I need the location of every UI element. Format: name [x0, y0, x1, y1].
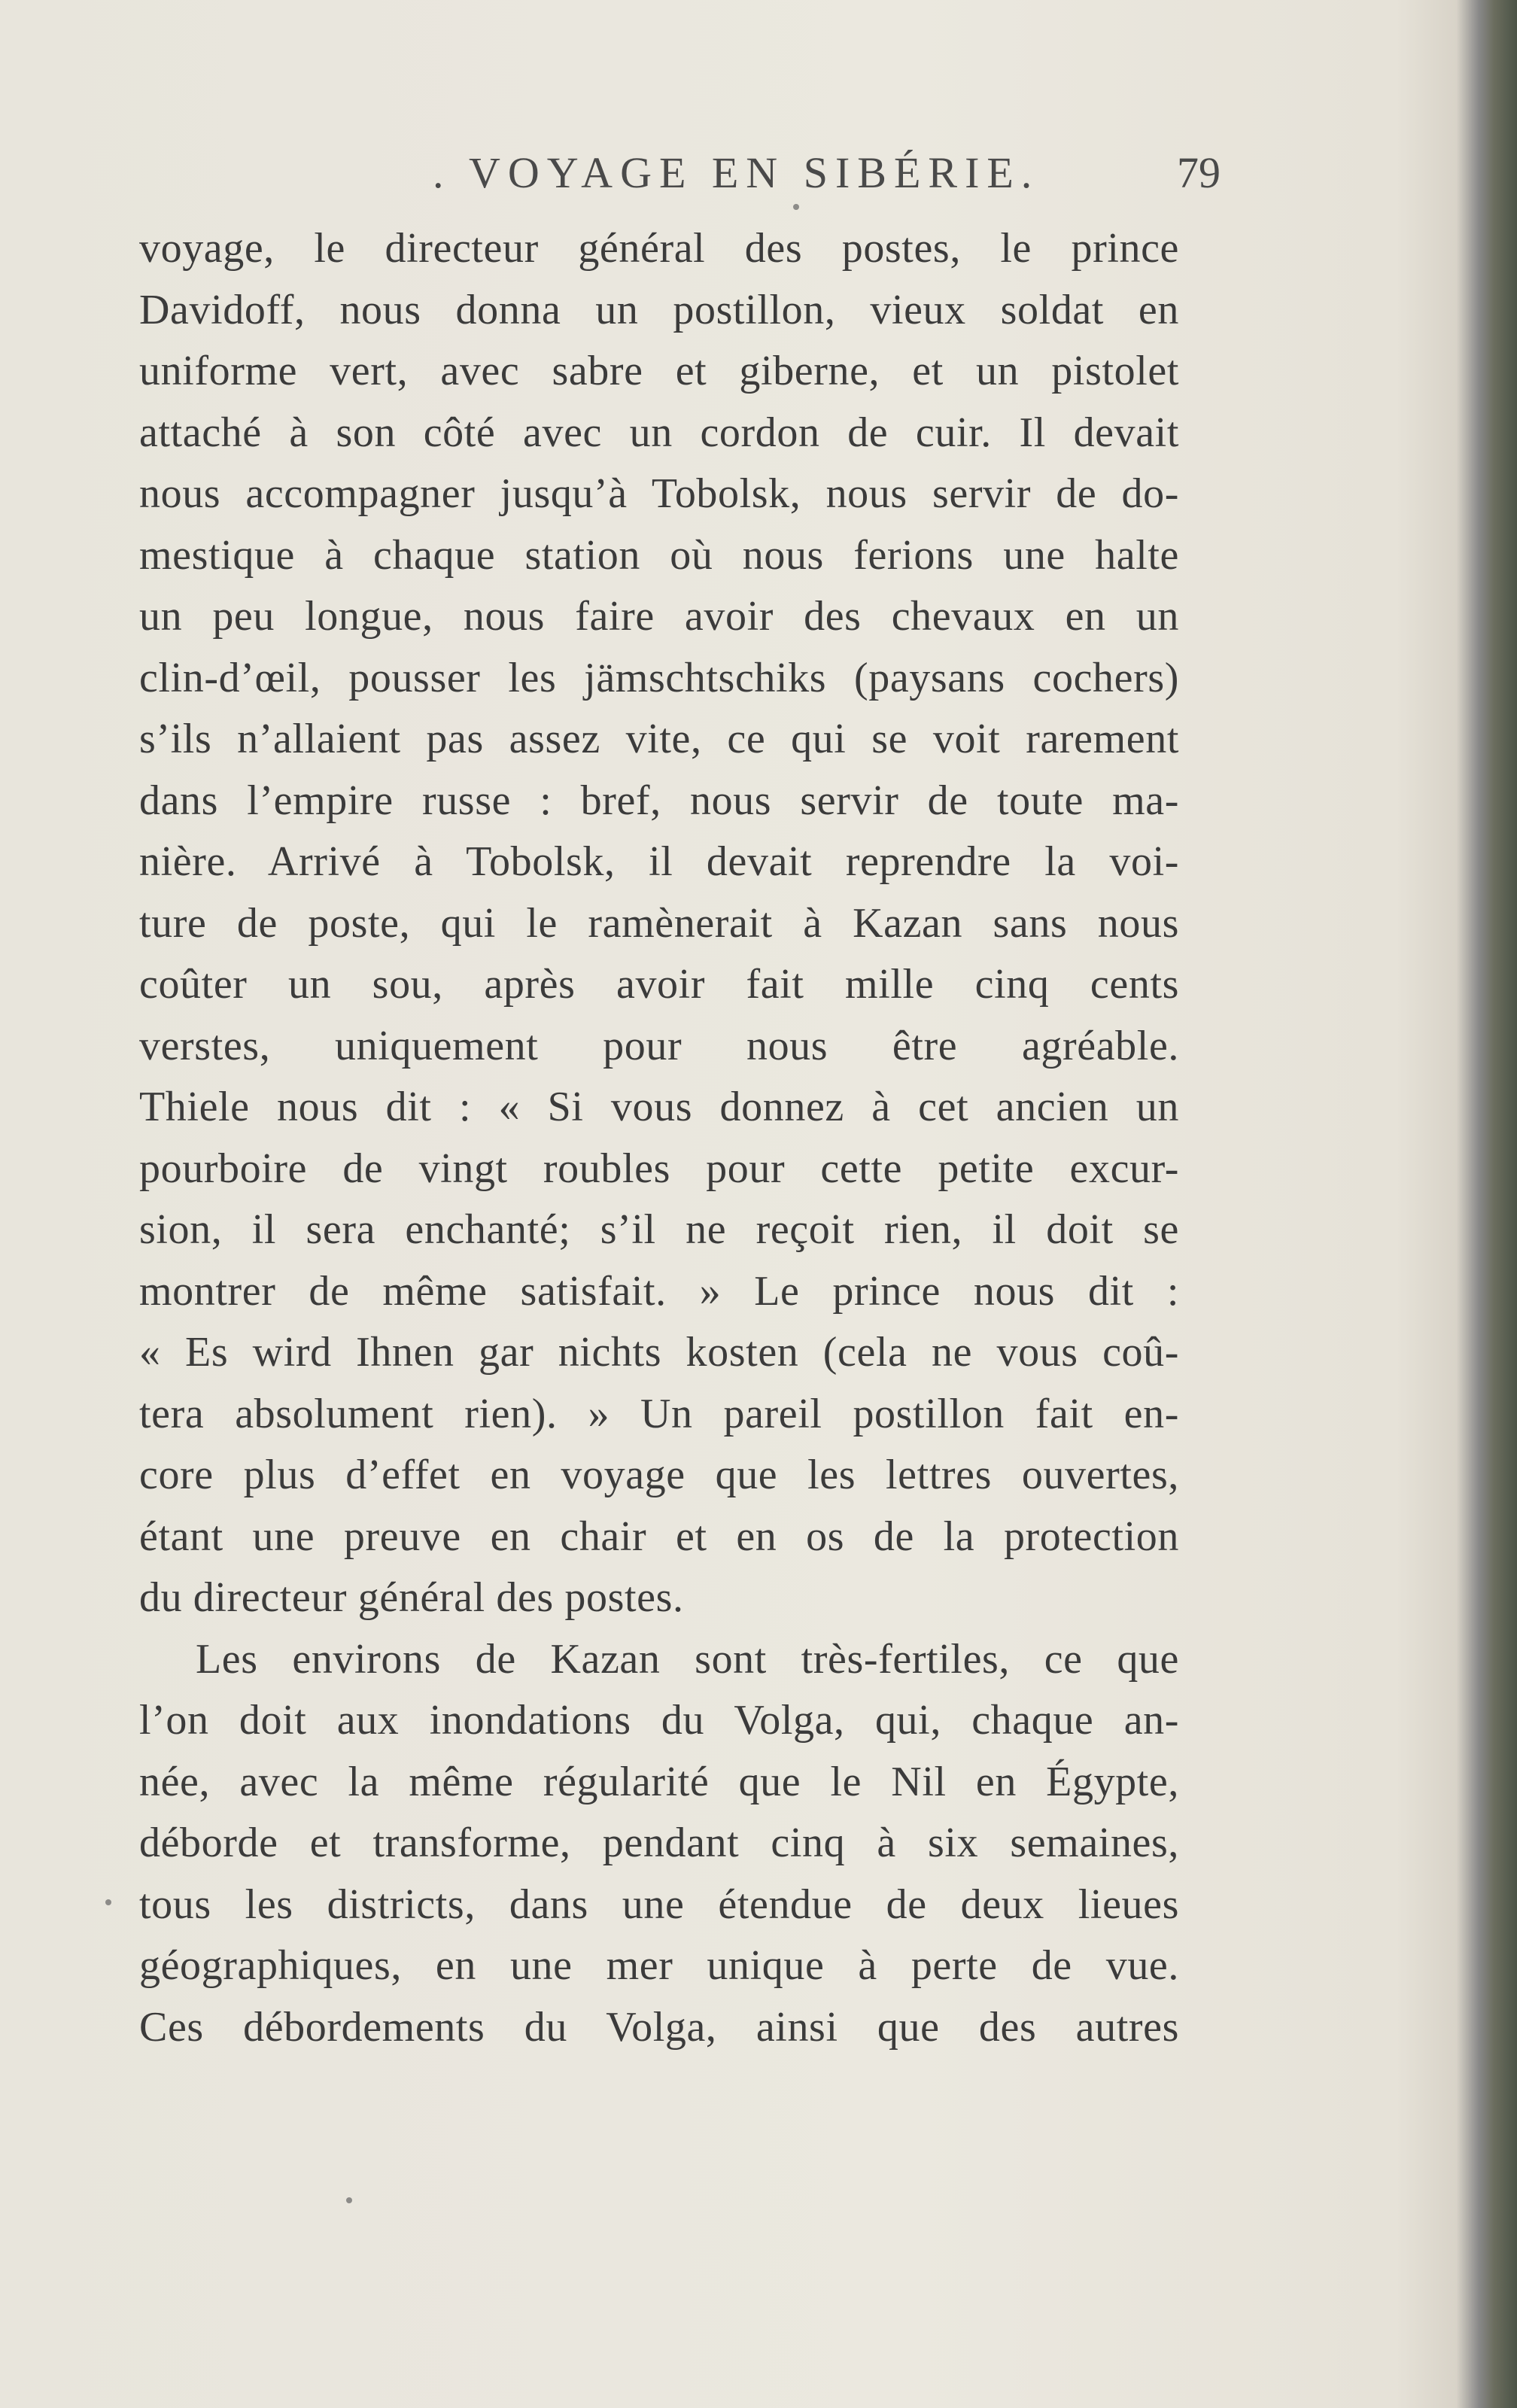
text-line: dans l’empire russe : bref, nous servir de toute ma-	[139, 777, 1179, 824]
text-line: montrer de même satisfait. » Le prince nous dit :	[139, 1267, 1179, 1315]
text-line: géographiques, en une mer unique à perte de vue.	[139, 1942, 1179, 1989]
text-line: Thiele nous dit : « Si vous donnez à cet ancien un	[139, 1084, 1179, 1130]
text-line: Les environs de Kazan sont très-fertiles, ce que	[196, 1635, 1179, 1683]
text-line: déborde et transforme, pendant cinq à six semaines,	[139, 1820, 1179, 1866]
text-line: attaché à son côté avec un cordon de cuir. Il devait	[139, 409, 1179, 456]
text-line: sion, il sera enchanté; s’il ne reçoit rien, il doit se	[139, 1206, 1179, 1253]
page-header	[135, 147, 1219, 208]
text-line: Davidoff, nous donna un postillon, vieux soldat en	[139, 286, 1179, 333]
text-line: étant une preuve en chair et en os de la protection	[139, 1513, 1179, 1560]
page-number: 79	[1177, 148, 1221, 197]
text-line: Ces débordements du Volga, ainsi que des autres	[139, 2003, 1179, 2051]
text-line: voyage, le directeur général des postes, le prince	[139, 225, 1179, 272]
text-line: tera absolument rien). » Un pareil postillon fait en-	[139, 1390, 1179, 1437]
running-title: . VOYAGE EN SIBÉRIE.	[433, 148, 1040, 197]
print-speck	[105, 1899, 111, 1905]
text-line: verstes, uniquement pour nous être agréable.	[139, 1022, 1179, 1069]
print-speck	[346, 2197, 352, 2203]
text-line: née, avec la même régularité que le Nil en Égypte,	[139, 1758, 1179, 1805]
text-line: l’on doit aux inondations du Volga, qui, chaque an-	[139, 1697, 1179, 1744]
text-line: nous accompagner jusqu’à Tobolsk, nous servir de do-	[139, 470, 1179, 517]
text-line: clin-d’œil, pousser les jämschtschiks (paysans cochers)	[139, 654, 1179, 701]
text-line: « Es wird Ihnen gar nichts kosten (cela ne vous coû-	[139, 1329, 1179, 1376]
text-line: un peu longue, nous faire avoir des chevaux en un	[139, 593, 1179, 640]
text-line: nière. Arrivé à Tobolsk, il devait reprendre la voi-	[139, 838, 1179, 885]
text-line: pourboire de vingt roubles pour cette petite excur-	[139, 1145, 1179, 1192]
text-line: mestique à chaque station où nous ferions une halte	[139, 531, 1179, 579]
text-line: core plus d’effet en voyage que les lettres ouvertes,	[139, 1452, 1179, 1498]
text-line: tous les districts, dans une étendue de deux lieues	[139, 1880, 1179, 1928]
body-text	[139, 218, 1179, 2058]
text-line: du directeur général des postes.	[139, 1574, 684, 1621]
text-line: ture de poste, qui le ramènerait à Kazan sans nous	[139, 899, 1179, 947]
text-line: coûter un sou, après avoir fait mille cinq cents	[139, 961, 1179, 1008]
print-speck	[793, 204, 799, 210]
text-line: s’ils n’allaient pas assez vite, ce qui se voit rarement	[139, 716, 1179, 762]
text-line: uniforme vert, avec sabre et giberne, et un pistolet	[139, 348, 1179, 394]
